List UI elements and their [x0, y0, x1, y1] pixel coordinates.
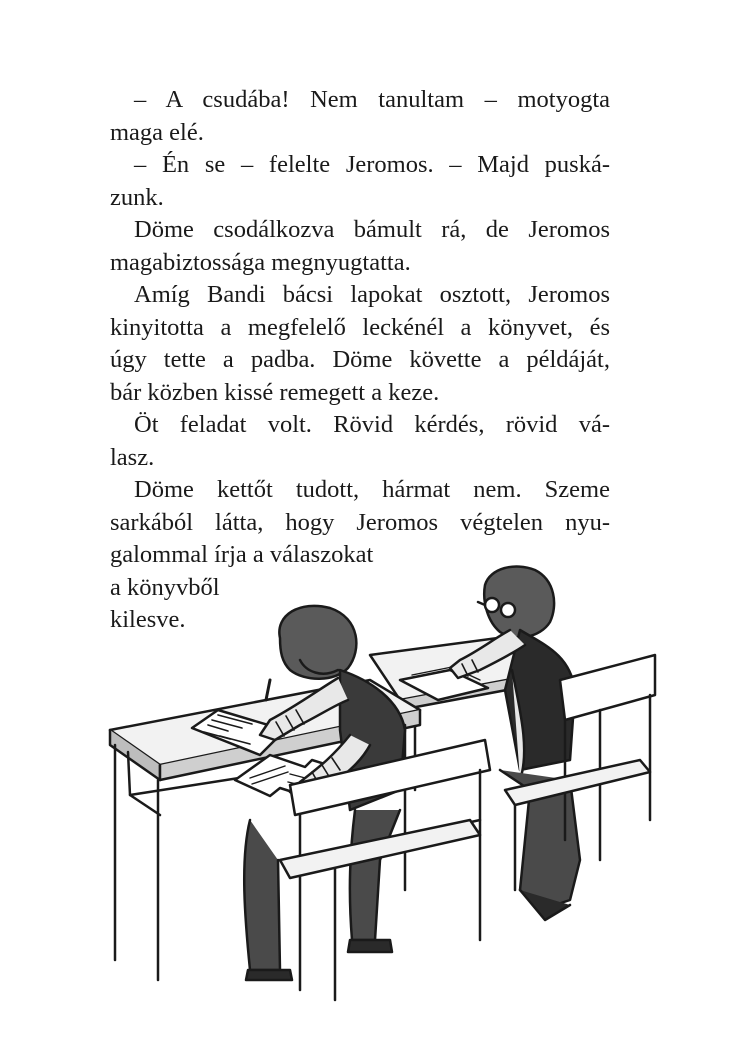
text-line: kinyitotta a megfelelő leckénél a könyvet, és	[110, 313, 610, 341]
text-line: – A csudába! Nem tanultam – motyogta	[134, 86, 610, 113]
text-line: zunk.	[110, 183, 164, 211]
text-line: maga elé.	[110, 118, 204, 146]
text-line: bár közben kissé remegett a keze.	[110, 378, 440, 406]
text-line: galommal írja a válaszokat	[110, 541, 374, 568]
text-line: Döme kettőt tudott, hármat nem. Szeme	[134, 476, 610, 503]
text-line: úgy tette a padba. Döme követte a példáját,	[110, 346, 610, 373]
text-line: Amíg Bandi bácsi lapokat osztott, Jeromos	[134, 281, 610, 308]
text-line: Döme csodálkozva bámult rá, de Jeromos	[134, 216, 610, 243]
text-line: a könyvből	[110, 573, 220, 601]
text-line: – Én se – felelte Jeromos. – Majd puská-	[134, 151, 610, 178]
front-chair	[280, 740, 490, 1000]
text-line: kilesve.	[110, 606, 186, 633]
text-line: lasz.	[110, 443, 155, 471]
text-line: magabiztossága megnyugtatta.	[110, 248, 411, 276]
story-text	[110, 84, 610, 637]
classroom-illustration	[100, 560, 660, 1010]
text-line: Öt feladat volt. Rövid kérdés, rövid vá-	[134, 411, 610, 438]
text-line: sarkából látta, hogy Jeromos végtelen nyu-	[110, 508, 610, 536]
